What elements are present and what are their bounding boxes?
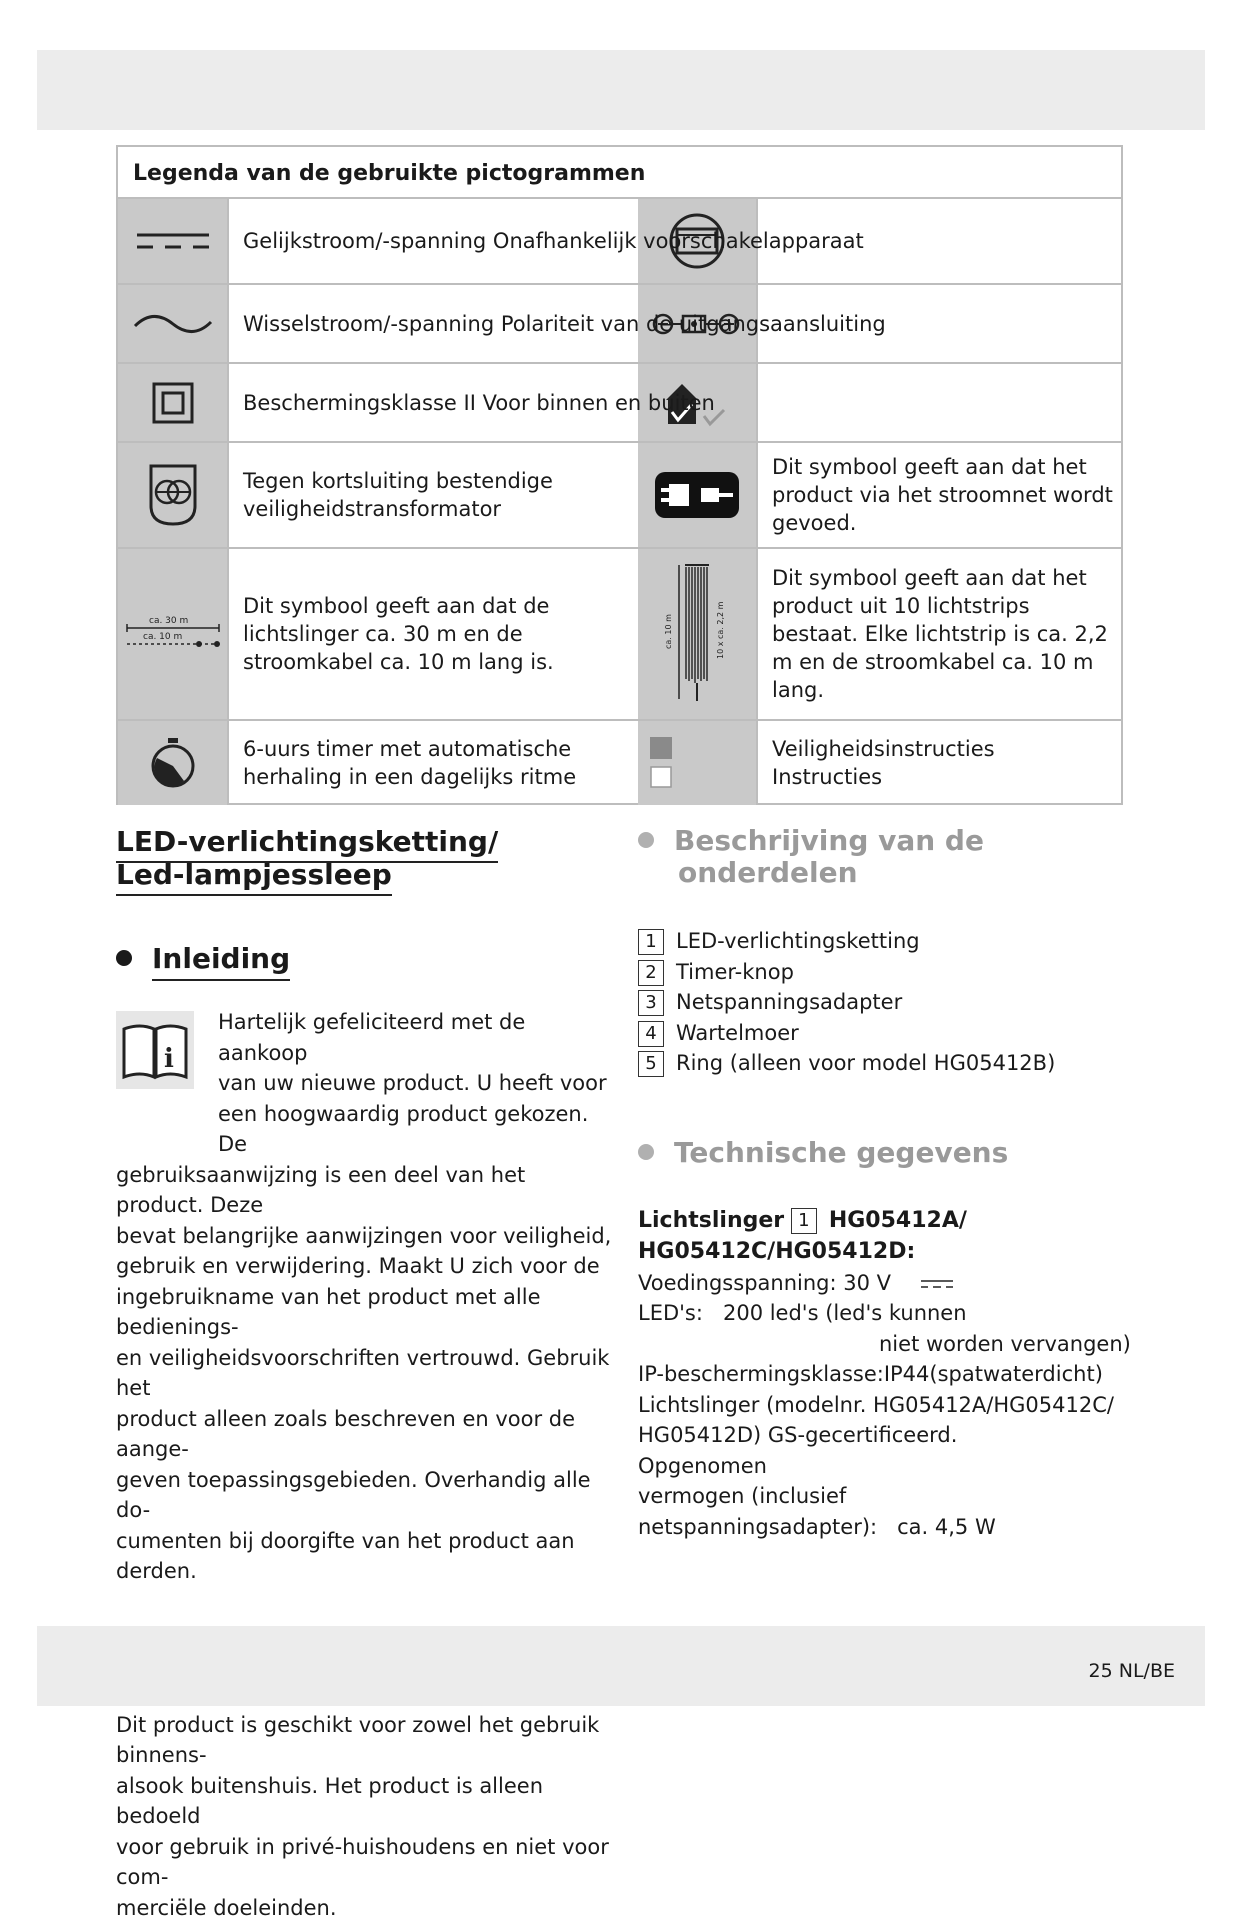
- inleiding-text: i Hartelijk gefeliciteerd met de aankoop van uw nieuwe product. U heeft voor een hoogwaardig product gekozen. De gebruiksaanwijzing is een deel van het product. Deze bevat belangrijke aanwijzingen voor veiligheid, gebruik en verwijdering. Maakt U zich voor de ingebruikname van het product met alle bedienings- en veiligheidsvoorschriften vertrouwd. Gebruik het product alleen zoals beschreven en voor de aange- geven toepassingsgebieden. Overhandig alle do- cumenten bij doorgifte van het product aan derden.: [116, 1007, 616, 1587]
- section-heading-technisch: Technische gegevens: [638, 1137, 1138, 1169]
- list-item: 2 Timer-knop: [638, 957, 1138, 988]
- timer-icon: [148, 736, 198, 790]
- section-heading-inleiding: Inleiding: [116, 943, 616, 975]
- page-number: 25 NL/BE: [1089, 1660, 1175, 1682]
- legend-table: [116, 145, 1123, 805]
- left-column: [116, 825, 616, 1923]
- bullet-icon: [638, 832, 654, 848]
- technical-specs: Lichtslinger 1 HG05412A/ HG05412C/HG05412D: Voedingsspanning: 30 V LED's: 200 led's (led's kunnen niet worden vervangen) IP-beschermingsklasse:IP44(spatwaterdicht) Lichtslinger (modelnr. HG05412A/HG05412C/ HG05412D) GS-gecertificeerd. Opgenomen vermogen (inclusief netspanningsadapter): ca. 4,5 W: [638, 1205, 1138, 1543]
- legend-text: Gelijkstroom/-spanning Onafhankelijk voorschakelapparaat: [243, 227, 1063, 255]
- legend-text: Wisselstroom/-spanning Polariteit van de uitgangsaansluiting: [243, 310, 1063, 338]
- legend-row: [118, 199, 1121, 285]
- ac-current-icon: [133, 312, 213, 336]
- legend-text: Dit symbool geeft aan dat het product via het stroomnet wordt gevoed.: [772, 453, 1113, 537]
- protection-class-ii-icon: [152, 382, 194, 424]
- instruction-squares-icon: [648, 733, 698, 793]
- legend-row: [118, 721, 1121, 805]
- legend-row: [118, 285, 1121, 364]
- legend-row: [118, 549, 1121, 721]
- legend-text: 6-uurs timer met automatische herhaling in een dagelijks ritme: [243, 735, 630, 791]
- strip-count-label: 10 x ca. 2,2 m: [716, 601, 725, 659]
- strip-height-label: ca. 10 m: [664, 614, 673, 649]
- list-item: 3 Netspanningsadapter: [638, 987, 1138, 1018]
- legend-row: [118, 443, 1121, 549]
- header-band: [37, 50, 1205, 130]
- legend-text: Beschermingsklasse II Voor binnen en buiten: [243, 389, 1063, 417]
- correct-gebruik-text: Dit product is geschikt voor zowel het gebruik binnens- alsook buitenshuis. Het product is alleen bedoeld voor gebruik in privé-huishoudens en niet voor com- merciële doeleinden.: [116, 1710, 616, 1923]
- parts-list: [638, 926, 1138, 1079]
- bullet-icon: [116, 950, 132, 966]
- list-item: 4 Wartelmoer: [638, 1018, 1138, 1049]
- legend-title: Legenda van de gebruikte pictogrammen: [118, 147, 1121, 199]
- page-title: LED-verlichtingsketting/ Led-lampjessleep: [116, 825, 616, 891]
- length-10-label: ca. 10 m: [143, 632, 182, 642]
- right-column: [638, 825, 1138, 1542]
- dc-symbol-icon: [920, 1278, 954, 1290]
- legend-text: Dit symbool geeft aan dat het product uit 10 lichtstrips bestaat. Elke lichtstrip is ca. 2,2 m en de stroomkabel ca. 10 m lang.: [772, 564, 1113, 704]
- bullet-icon: [638, 1144, 654, 1160]
- mains-powered-icon: [653, 470, 741, 520]
- info-book-icon: [116, 1011, 194, 1089]
- cable-length-icon: [123, 612, 223, 656]
- legend-row: [118, 364, 1121, 443]
- footer-band: [37, 1626, 1205, 1706]
- legend-text: Instructies: [772, 763, 1113, 791]
- dc-current-icon: [135, 229, 211, 253]
- length-30-label: ca. 30 m: [149, 616, 188, 626]
- section-heading-onderdelen: Beschrijving van de onderdelen: [638, 825, 1138, 889]
- svg-text:i: i: [164, 1044, 174, 1074]
- list-item: 1 LED-verlichtingsketting: [638, 926, 1138, 957]
- legend-text: Tegen kortsluiting bestendige veiligheidstransformator: [243, 467, 630, 523]
- legend-text: Dit symbool geeft aan dat de lichtslinger ca. 30 m en de stroomkabel ca. 10 m lang is.: [243, 592, 630, 676]
- light-strips-icon: [657, 559, 737, 709]
- safety-transformer-icon: [147, 462, 199, 528]
- legend-text: Veiligheidsinstructies: [772, 735, 1113, 763]
- list-item: 5 Ring (alleen voor model HG05412B): [638, 1048, 1138, 1079]
